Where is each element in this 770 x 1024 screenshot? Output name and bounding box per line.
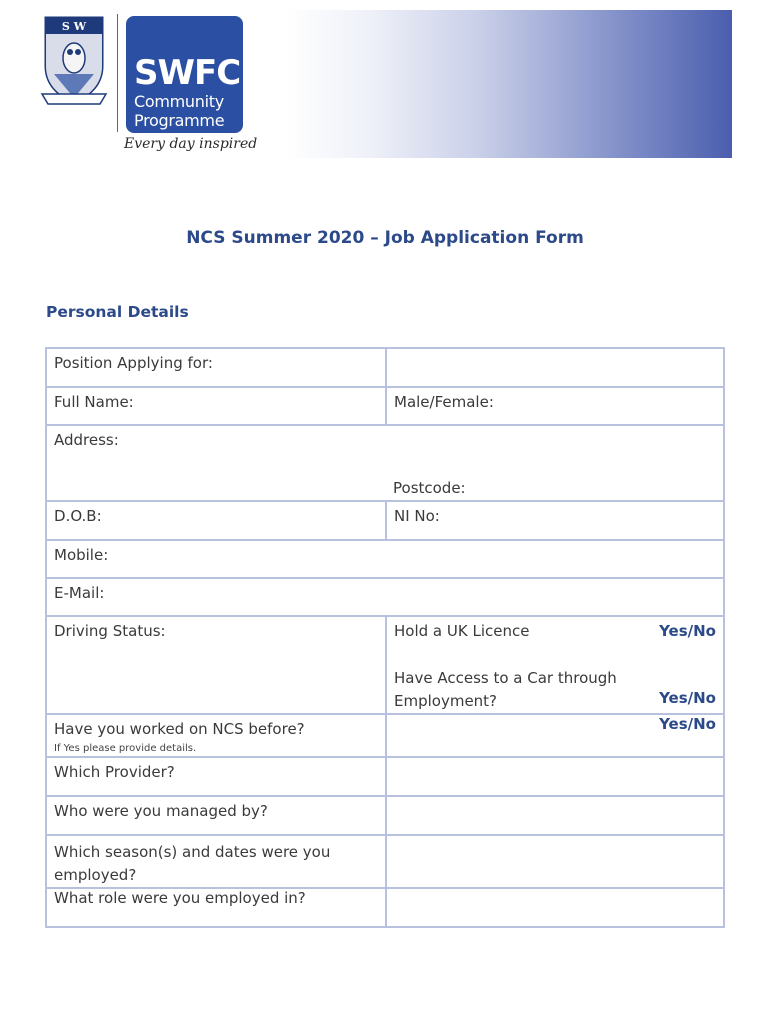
full-name-field[interactable] — [46, 387, 386, 425]
table-row — [46, 888, 724, 927]
car-access-label: Have Access to a Car through Employment? — [394, 669, 617, 710]
logo-line2: Programme — [134, 111, 225, 130]
managed-by-field[interactable] — [386, 796, 724, 835]
seasons-label: Which season(s) and dates were you employed? — [46, 835, 386, 888]
email-field[interactable] — [46, 578, 724, 616]
table-row — [46, 387, 724, 425]
managed-by-label: Who were you managed by? — [46, 796, 386, 835]
car-access-yes-no[interactable]: Yes/No — [659, 689, 716, 707]
provider-label: Which Provider? — [46, 757, 386, 796]
header-banner — [12, 10, 732, 158]
driving-status-field — [46, 616, 386, 714]
table-row — [46, 501, 724, 540]
section-heading: Personal Details — [46, 303, 189, 321]
application-form-table — [45, 347, 725, 928]
mobile-label: Mobile: — [54, 546, 109, 564]
ni-label: NI No: — [394, 507, 440, 525]
role-field[interactable] — [386, 888, 724, 927]
logo-line1: Community — [134, 92, 224, 111]
tagline: Every day inspired — [124, 136, 258, 152]
worked-ncs-field — [46, 714, 386, 757]
table-row — [46, 348, 724, 387]
table-row — [46, 540, 724, 578]
address-label: Address: — [54, 431, 119, 449]
role-label: What role were you employed in? — [46, 888, 386, 927]
gender-field[interactable] — [386, 387, 724, 425]
table-row — [46, 425, 724, 501]
worked-ncs-answer[interactable] — [386, 714, 724, 757]
driving-status-label: Driving Status: — [54, 622, 166, 640]
worked-ncs-yes-no[interactable]: Yes/No — [659, 715, 716, 733]
email-label: E-Mail: — [54, 584, 105, 602]
logo-divider — [117, 14, 118, 132]
mobile-field[interactable] — [46, 540, 724, 578]
logo-main-text: SWFC — [134, 53, 241, 93]
ni-field[interactable] — [386, 501, 724, 540]
table-row — [46, 714, 724, 757]
driving-options — [386, 616, 724, 714]
dob-field[interactable] — [46, 501, 386, 540]
postcode-label: Postcode: — [393, 479, 466, 497]
position-label: Position Applying for: — [46, 348, 386, 387]
swfc-logo — [126, 16, 243, 133]
svg-text:S W: S W — [61, 20, 87, 33]
worked-ncs-label: Have you worked on NCS before? — [54, 720, 305, 738]
club-crest-icon — [40, 14, 108, 108]
seasons-field[interactable] — [386, 835, 724, 888]
table-row — [46, 578, 724, 616]
table-row — [46, 796, 724, 835]
full-name-label: Full Name: — [54, 393, 134, 411]
uk-licence-yes-no[interactable]: Yes/No — [659, 622, 716, 640]
worked-ncs-note: If Yes please provide details. — [54, 743, 197, 754]
position-field[interactable] — [386, 348, 724, 387]
provider-field[interactable] — [386, 757, 724, 796]
table-row — [46, 757, 724, 796]
address-field[interactable] — [46, 425, 724, 501]
uk-licence-label: Hold a UK Licence — [394, 622, 530, 640]
page-title: NCS Summer 2020 – Job Application Form — [186, 228, 584, 248]
table-row — [46, 616, 724, 714]
gender-label: Male/Female: — [394, 393, 494, 411]
table-row — [46, 835, 724, 888]
dob-label: D.O.B: — [54, 507, 102, 525]
